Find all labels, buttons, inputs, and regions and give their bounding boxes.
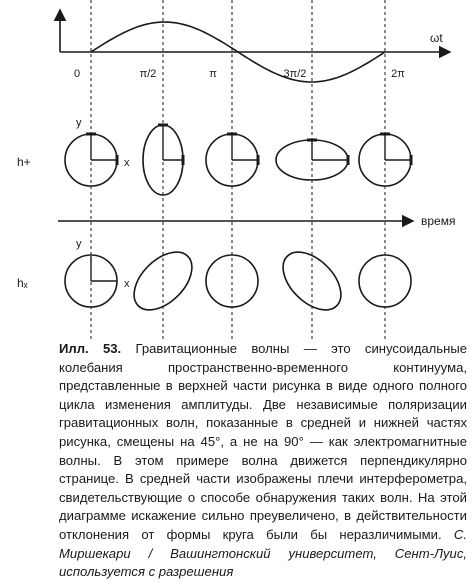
phase-tick-three-half-pi: 3π/2 xyxy=(283,68,307,80)
plus-polarization-row xyxy=(17,117,411,195)
phase-tick-half-pi: π/2 xyxy=(139,68,157,80)
cross-ring-two-pi xyxy=(359,255,411,307)
plus-ring-pi xyxy=(206,134,258,186)
cross-row-label: hₓ xyxy=(17,276,28,290)
time-axis xyxy=(58,214,455,228)
phase-tick-two-pi: 2π xyxy=(391,68,405,80)
y-axis-label: y xyxy=(76,117,82,129)
sine-wave-panel xyxy=(60,10,450,82)
plus-row-label: h+ xyxy=(17,155,31,169)
phase-tick-pi: π xyxy=(209,68,217,80)
plus-ring-half-pi xyxy=(143,125,183,195)
wave-axis-label: ωt xyxy=(430,31,443,45)
plus-ring-0 xyxy=(65,134,117,186)
cross-ring-0 xyxy=(65,255,117,307)
figure-label: Илл. 53. xyxy=(59,341,122,356)
time-axis-label: время xyxy=(421,214,456,228)
cross-polarization-row xyxy=(17,238,411,321)
figure-caption xyxy=(59,340,467,582)
x-axis-label: x xyxy=(124,278,130,290)
phase-tick-0: 0 xyxy=(73,68,81,80)
cross-ring-pi xyxy=(206,255,258,307)
plus-ring-two-pi xyxy=(359,134,411,186)
x-axis-label: x xyxy=(124,157,130,169)
caption-text: Гравитационные волны — это синусоидальные колебания пространственно-временного континуума, представленные в верхней части рисунка в виде одного полного цикла изменения амплитуды. Две независимые поляризации гравитационных волн, показанные в средней и нижней частях рисунка, смещены на 45°, а не на 90° — как электромагнитные волны. В этом примере волна движется перпендикулярно странице. В средней части изображены плечи интерферометра, свидетельствующие о способе обнаружения таких волн. На этой диаграмме искажение сильно преувеличено, в действительности отклонения от формы круга были бы неразличимыми. xyxy=(59,341,468,542)
y-axis-label: y xyxy=(76,238,82,250)
caption-credit: С. Миршекари / Вашингтонский университет, Сент-Луис, используется с разрешения xyxy=(59,526,468,580)
